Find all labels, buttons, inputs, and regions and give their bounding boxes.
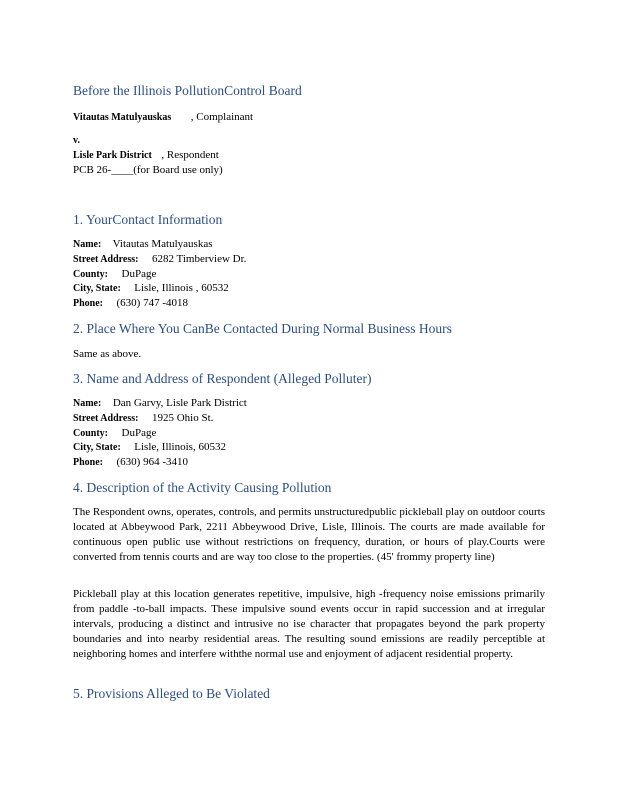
section1-title: 1. YourContact Information: [73, 212, 223, 227]
county-value: DuPage: [121, 427, 157, 439]
phone-label: Phone:: [73, 457, 103, 468]
phone-value: (630) 747 -4018: [116, 297, 188, 309]
complainant-line: [73, 110, 253, 125]
section2-text: Same as above.: [73, 348, 142, 360]
contact-county-row: [73, 268, 156, 280]
section2-title: 2. Place Where You CanBe Contacted During Normal Business Hours: [73, 321, 452, 336]
respondent-street-row: [73, 412, 213, 424]
complainant-role: , Complainant: [190, 111, 254, 123]
respondent-county-row: [73, 427, 156, 439]
county-value: DuPage: [121, 268, 157, 280]
case-number: PCB 26-____(for Board use only): [73, 164, 223, 176]
contact-name-row: [73, 238, 213, 250]
section4-title: 4. Description of the Activity Causing Pollution: [73, 480, 332, 495]
name-value: Dan Garvy, Lisle Park District: [112, 397, 247, 409]
complainant-name: Vitautas Matulyauskas: [73, 112, 172, 123]
city-value: Lisle, Illinois , 60532: [134, 282, 229, 294]
county-label: County:: [73, 428, 109, 439]
street-value: 6282 Timberview Dr.: [151, 253, 247, 265]
description-paragraph-1: The Respondent owns, operates, controls, and permits unstructuredpublic pickleball play on outdoor courts located at Abbeywood Park, 2211 Abbeywood Drive, Lisle, Illinois. The courts are made available for continuous open public use without restrictions on frequency, duration, or hours of play.Courts were converted from tennis courts and are way too close to the properties. (45' frommy property line): [73, 506, 545, 563]
street-label: Street Address:: [73, 254, 139, 265]
section5-title: 5. Provisions Alleged to Be Violated: [73, 686, 270, 701]
versus-label: v.: [73, 135, 80, 146]
phone-label: Phone:: [73, 298, 103, 309]
respondent-city-row: [73, 441, 226, 453]
respondent-name-row: [73, 397, 247, 409]
city-value: Lisle, Illinois, 60532: [134, 441, 226, 453]
street-value: 1925 Ohio St.: [151, 412, 214, 424]
county-label: County:: [73, 269, 109, 280]
city-label: City, State:: [73, 442, 121, 453]
phone-value: (630) 964 -3410: [116, 456, 188, 468]
respondent-phone-row: [73, 456, 188, 468]
contact-street-row: [73, 253, 246, 265]
contact-phone-row: [73, 297, 188, 309]
name-label: Name:: [73, 239, 102, 250]
respondent-name: Lisle Park District: [73, 150, 152, 161]
street-label: Street Address:: [73, 413, 139, 424]
board-title: Before the Illinois PollutionControl Board: [73, 83, 302, 98]
respondent-line: [73, 148, 219, 163]
name-value: Vitautas Matulyauskas: [112, 238, 213, 250]
respondent-role: , Respondent: [161, 149, 219, 161]
description-paragraph-2: Pickleball play at this location generates repetitive, impulsive, high -frequency noise emissions primarily from paddle -to-ball impacts. These impulsive sound events occur in rapid succession and at irregular intervals, producing a distinct and intrusive no ise character that propagates beyond the park property boundaries and into nearby residential areas. The resulting sound emissions are readily perceptible at neighboring homes and interfere withthe normal use and enjoyment of adjacent residential property.: [73, 588, 545, 660]
section3-title: 3. Name and Address of Respondent (Alleged Polluter): [73, 371, 372, 386]
name-label: Name:: [73, 398, 102, 409]
city-label: City, State:: [73, 283, 121, 294]
contact-city-row: [73, 282, 229, 294]
